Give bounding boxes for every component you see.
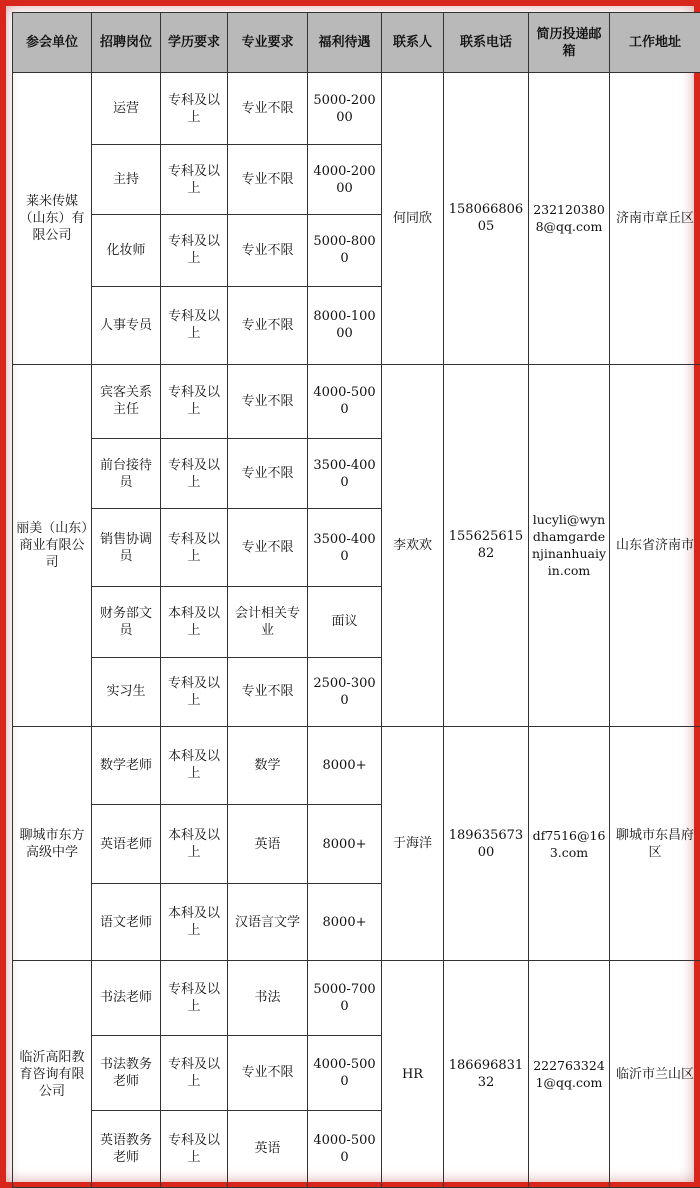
header-row [13, 13, 700, 73]
resume-email: 2227633241@qq.com [529, 961, 610, 1188]
contact-phone: 18669683132 [444, 961, 529, 1188]
position-title: 实习生 [92, 657, 161, 726]
education-requirement: 本科及以上 [161, 804, 228, 883]
major-requirement: 专业不限 [228, 438, 308, 508]
table-row [13, 364, 700, 438]
company-name: 丽美（山东）商业有限公司 [13, 364, 92, 726]
major-requirement: 专业不限 [228, 145, 308, 215]
major-requirement: 专业不限 [228, 364, 308, 438]
resume-email: 2321203808@qq.com [529, 73, 610, 365]
major-requirement: 汉语言文学 [228, 884, 308, 961]
table-row [13, 961, 700, 1035]
salary: 5000-7000 [308, 961, 382, 1035]
major-requirement: 会计相关专业 [228, 587, 308, 657]
header-position: 招聘岗位 [92, 13, 161, 73]
major-requirement: 书法 [228, 961, 308, 1035]
salary: 4000-5000 [308, 1035, 382, 1110]
major-requirement: 专业不限 [228, 509, 308, 587]
education-requirement: 专科及以上 [161, 657, 228, 726]
contact-person: 于海洋 [382, 726, 444, 961]
salary: 5000-8000 [308, 215, 382, 286]
salary: 3500-4000 [308, 509, 382, 587]
education-requirement: 专科及以上 [161, 438, 228, 508]
resume-email: df7516@163.com [529, 726, 610, 961]
header-company: 参会单位 [13, 13, 92, 73]
contact-phone: 18963567300 [444, 726, 529, 961]
header-phone: 联系电话 [444, 13, 529, 73]
salary: 2500-3000 [308, 657, 382, 726]
major-requirement: 专业不限 [228, 1035, 308, 1110]
company-name: 莱米传媒（山东）有限公司 [13, 73, 92, 365]
company-name: 临沂高阳教育咨询有限公司 [13, 961, 92, 1188]
education-requirement: 专科及以上 [161, 1035, 228, 1110]
position-title: 运营 [92, 73, 161, 145]
contact-phone: 15806680605 [444, 73, 529, 365]
resume-email: lucyli@wyndhamgardenjinanhuaiyin.com [529, 364, 610, 726]
position-title: 英语教务老师 [92, 1110, 161, 1187]
position-title: 人事专员 [92, 286, 161, 364]
education-requirement: 专科及以上 [161, 1110, 228, 1187]
position-title: 数学老师 [92, 726, 161, 804]
education-requirement: 专科及以上 [161, 286, 228, 364]
salary: 4000-5000 [308, 364, 382, 438]
position-title: 书法老师 [92, 961, 161, 1035]
header-email: 简历投递邮箱 [529, 13, 610, 73]
header-contact: 联系人 [382, 13, 444, 73]
position-title: 宾客关系主任 [92, 364, 161, 438]
header-major: 专业要求 [228, 13, 308, 73]
header-salary: 福利待遇 [308, 13, 382, 73]
table-row [13, 726, 700, 804]
education-requirement: 专科及以上 [161, 145, 228, 215]
salary: 面议 [308, 587, 382, 657]
education-requirement: 本科及以上 [161, 884, 228, 961]
position-title: 主持 [92, 145, 161, 215]
position-title: 英语老师 [92, 804, 161, 883]
position-title: 化妆师 [92, 215, 161, 286]
table-row [13, 73, 700, 145]
education-requirement: 专科及以上 [161, 215, 228, 286]
education-requirement: 专科及以上 [161, 73, 228, 145]
work-address: 临沂市兰山区 [610, 961, 700, 1188]
education-requirement: 本科及以上 [161, 587, 228, 657]
education-requirement: 专科及以上 [161, 364, 228, 438]
header-education: 学历要求 [161, 13, 228, 73]
salary: 8000+ [308, 884, 382, 961]
work-address: 山东省济南市 [610, 364, 700, 726]
position-title: 书法教务老师 [92, 1035, 161, 1110]
education-requirement: 专科及以上 [161, 961, 228, 1035]
company-name: 聊城市东方高级中学 [13, 726, 92, 961]
major-requirement: 英语 [228, 1110, 308, 1187]
contact-person: 李欢欢 [382, 364, 444, 726]
salary: 3500-4000 [308, 438, 382, 508]
major-requirement: 专业不限 [228, 73, 308, 145]
major-requirement: 专业不限 [228, 657, 308, 726]
position-title: 前台接待员 [92, 438, 161, 508]
work-address: 济南市章丘区 [610, 73, 700, 365]
major-requirement: 专业不限 [228, 215, 308, 286]
position-title: 财务部文员 [92, 587, 161, 657]
salary: 8000-10000 [308, 286, 382, 364]
position-title: 语文老师 [92, 884, 161, 961]
recruitment-table [12, 12, 700, 1188]
salary: 5000-20000 [308, 73, 382, 145]
salary: 8000+ [308, 726, 382, 804]
salary: 8000+ [308, 804, 382, 883]
education-requirement: 专科及以上 [161, 509, 228, 587]
major-requirement: 英语 [228, 804, 308, 883]
major-requirement: 专业不限 [228, 286, 308, 364]
position-title: 销售协调员 [92, 509, 161, 587]
major-requirement: 数学 [228, 726, 308, 804]
contact-person: 何同欣 [382, 73, 444, 365]
work-address: 聊城市东昌府区 [610, 726, 700, 961]
salary: 4000-5000 [308, 1110, 382, 1187]
contact-phone: 15562561582 [444, 364, 529, 726]
contact-person: HR [382, 961, 444, 1188]
education-requirement: 本科及以上 [161, 726, 228, 804]
salary: 4000-20000 [308, 145, 382, 215]
header-address: 工作地址 [610, 13, 700, 73]
